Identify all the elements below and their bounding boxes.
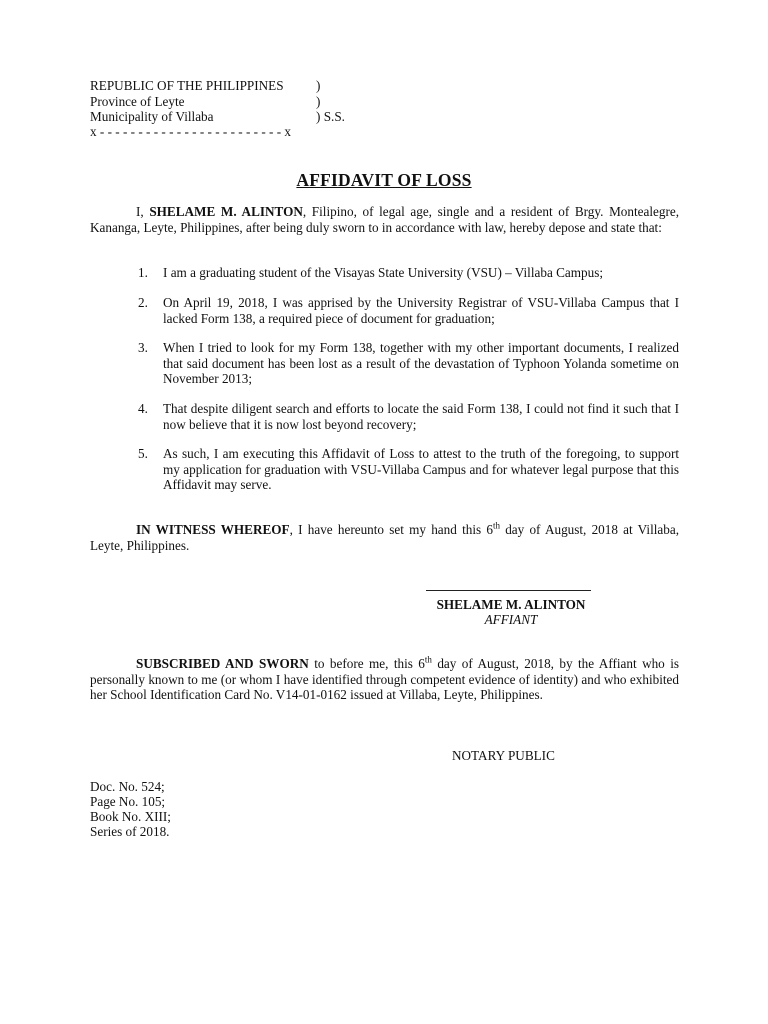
jurat-ordinal: th	[424, 654, 432, 665]
book-number: Book No. XIII;	[90, 809, 171, 824]
intro-paragraph	[90, 204, 679, 235]
jurat-text-2: day of August, 2018, by the Affiant who is personally known to me (or whom I have identified through competent evidence of identity) and who exhibited her School Identification Card No. V14-01-0162 issued at Villaba, Leyte, Philippines.	[90, 656, 679, 703]
item-number: 4.	[138, 401, 148, 416]
caption-paren-3: ) S.S.	[316, 109, 345, 124]
item-number: 1.	[138, 265, 148, 280]
list-item	[138, 295, 679, 326]
signature-name: SHELAME M. ALINTON	[436, 597, 586, 612]
caption-separator: x - - - - - - - - - - - - - - - - - - - - - - - - x	[90, 124, 292, 139]
intro-text: , Filipino, of legal age, single and a resident of Brgy. Montealegre, Kananga, Leyte, Philippines, after being duly sworn to in accordance with law, hereby depose and state that:	[90, 204, 679, 235]
signature-role: AFFIANT	[484, 612, 538, 627]
caption-republic: REPUBLIC OF THE PHILIPPINES	[90, 78, 284, 93]
witness-text-1: , I have hereunto set my hand this 6	[289, 522, 493, 537]
series-year: Series of 2018.	[90, 824, 170, 839]
item-text: I am a graduating student of the Visayas State University (VSU) – Villaba Campus;	[163, 265, 603, 280]
caption-province: Province of Leyte	[90, 94, 185, 109]
item-text: That despite diligent search and efforts to locate the said Form 138, I could not find it such that I now believe that it is now lost beyond recovery;	[163, 401, 679, 432]
jurat-text-1: to before me, this 6	[308, 656, 425, 671]
list-item	[138, 446, 679, 493]
witness-ordinal: th	[492, 520, 500, 531]
caption-paren-2: )	[316, 94, 321, 109]
item-text: When I tried to look for my Form 138, together with my other important documents, I realized that said document has been lost as a result of the devastation of Typhoon Yolanda sometime on November 2013;	[163, 340, 679, 387]
intro-prefix: I,	[136, 204, 150, 219]
jurat-heading: SUBSCRIBED AND SWORN	[136, 656, 309, 671]
item-number: 3.	[138, 340, 148, 355]
item-text: As such, I am executing this Affidavit of Loss to attest to the truth of the foregoing, to support my application for graduation with VSU-Villaba Campus and for whatever legal purpose that this Affidavit may serve.	[163, 446, 679, 493]
list-item	[138, 340, 679, 387]
item-number: 5.	[138, 446, 148, 461]
signature-line	[426, 590, 591, 591]
notary-public-label: NOTARY PUBLIC	[452, 748, 555, 763]
witness-text-2: day of August, 2018 at Villaba, Leyte, Philippines.	[90, 522, 680, 553]
item-number: 2.	[138, 295, 148, 310]
affiant-name: SHELAME M. ALINTON	[149, 204, 303, 219]
doc-number: Doc. No. 524;	[90, 779, 165, 794]
page-number: Page No. 105;	[90, 794, 166, 809]
jurat-paragraph	[90, 656, 679, 703]
list-item	[138, 401, 679, 432]
caption-municipality: Municipality of Villaba	[90, 109, 214, 124]
caption-paren-1: )	[316, 78, 321, 93]
list-item	[138, 265, 679, 281]
item-text: On April 19, 2018, I was apprised by the University Registrar of VSU-Villaba Campus that I lacked Form 138, a required piece of document for graduation;	[163, 295, 679, 326]
witness-heading: IN WITNESS WHEREOF	[136, 522, 290, 537]
document-title: AFFIDAVIT OF LOSS	[296, 170, 472, 190]
witness-paragraph	[90, 522, 679, 553]
